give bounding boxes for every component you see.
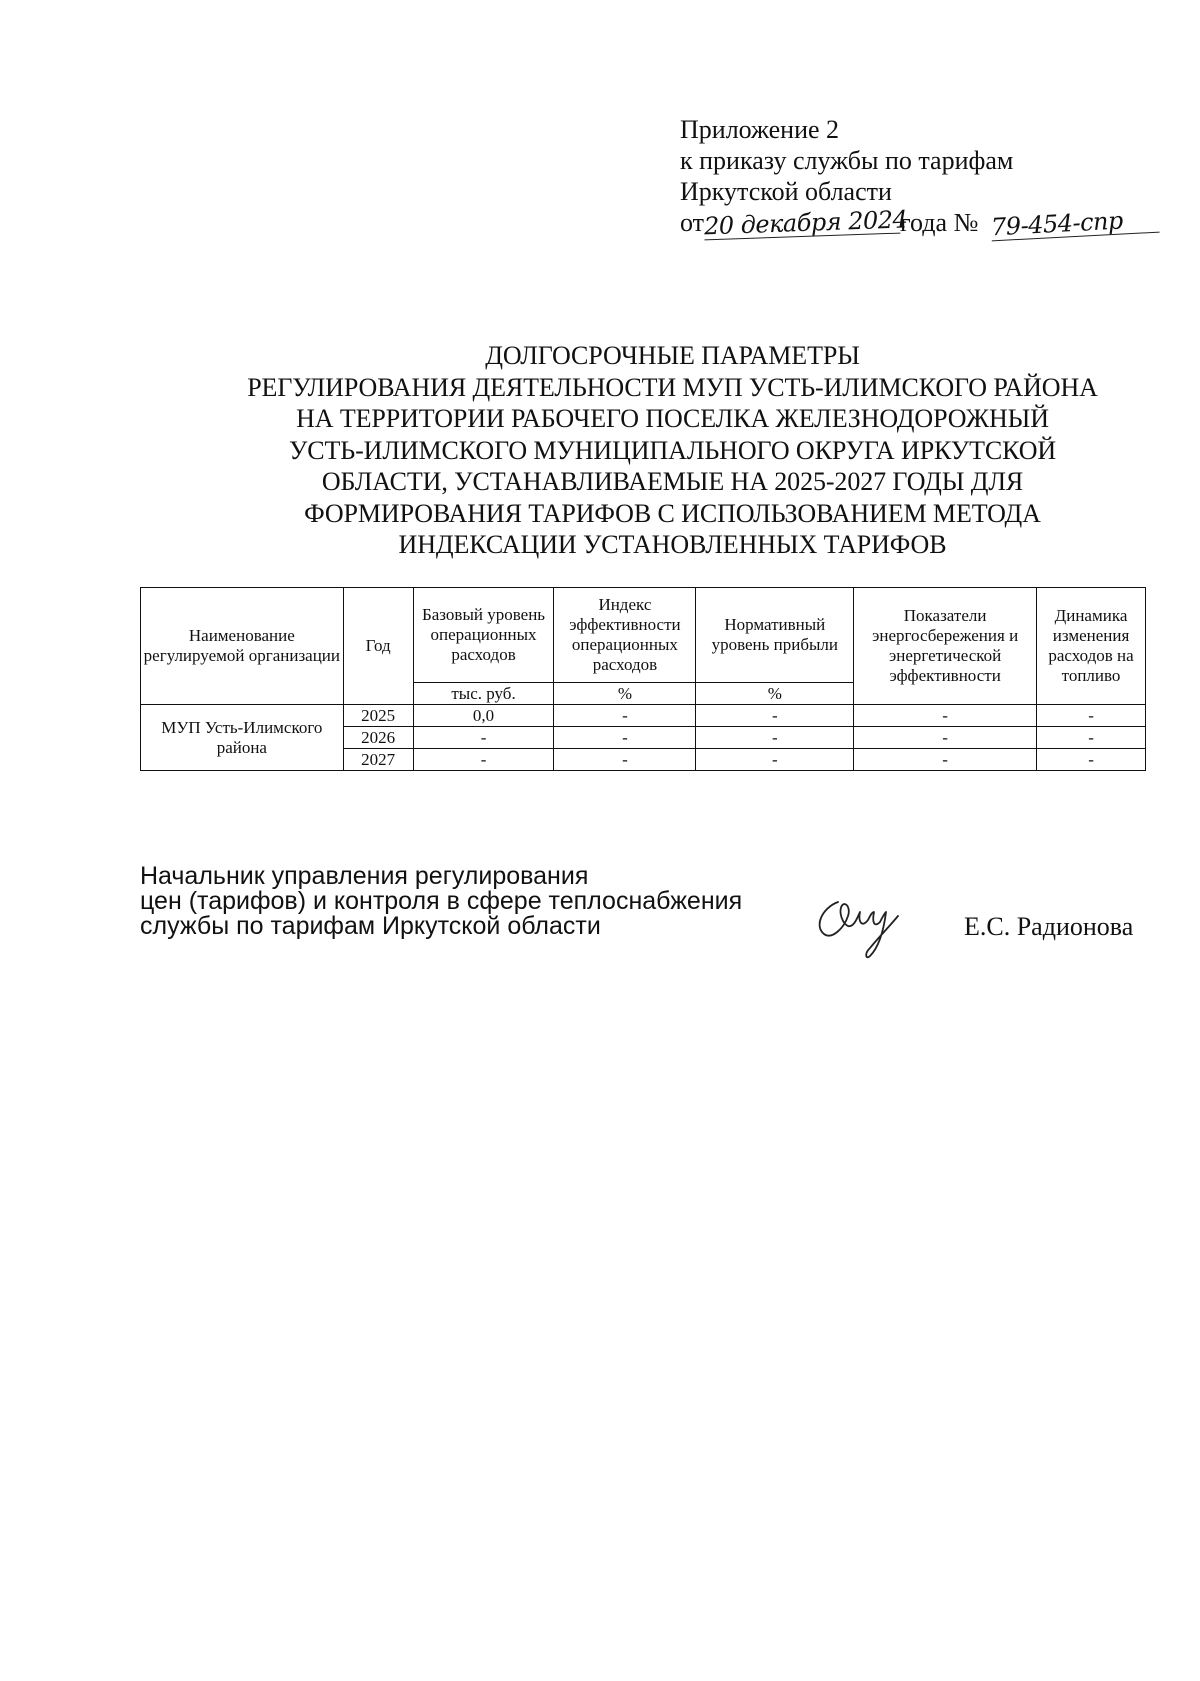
handwritten-order-number: 79-454-спр bbox=[990, 206, 1159, 242]
handwritten-date: 20 декабря 2024 bbox=[703, 205, 908, 241]
cell-base-opex: 0,0 bbox=[413, 705, 554, 727]
cell-fuel-dynamics: - bbox=[1037, 727, 1146, 749]
title-line: УСТЬ-ИЛИМСКОГО МУНИЦИПАЛЬНОГО ОКРУГА ИРКУТСКОЙ bbox=[288, 435, 1057, 465]
handwritten-signature bbox=[808, 882, 908, 962]
table-header-row bbox=[141, 588, 1146, 683]
cell-year: 2025 bbox=[343, 705, 413, 727]
appendix-header bbox=[680, 114, 1159, 242]
cell-normative-profit: - bbox=[696, 705, 854, 727]
unit-normative-profit: % bbox=[696, 683, 854, 705]
header-energy-saving: Показатели энергосбережения и энергетической эффективности bbox=[854, 588, 1037, 705]
header-org: Наименование регулируемой организации bbox=[141, 588, 344, 705]
title-line: ОБЛАСТИ, УСТАНАВЛИВАЕМЫЕ НА 2025-2027 ГОДЫ ДЛЯ bbox=[321, 467, 1024, 496]
signatory-position-line-3: службы по тарифам Иркутской области bbox=[140, 912, 601, 940]
cell-year: 2027 bbox=[343, 749, 413, 771]
appendix-line-1: Приложение 2 bbox=[680, 115, 840, 144]
cell-efficiency-index: - bbox=[554, 727, 696, 749]
signatory-position bbox=[140, 864, 742, 939]
signatory-name: Е.С. Радионова bbox=[964, 912, 1134, 941]
title-line: РЕГУЛИРОВАНИЯ ДЕЯТЕЛЬНОСТИ МУП УСТЬ-ИЛИМСКОГО РАЙОНА bbox=[247, 372, 1098, 402]
cell-normative-profit: - bbox=[696, 749, 854, 771]
cell-energy-saving: - bbox=[854, 705, 1037, 727]
parameters-table bbox=[140, 587, 1146, 771]
title-line: ИНДЕКСАЦИИ УСТАНОВЛЕННЫХ ТАРИФОВ bbox=[398, 530, 947, 559]
unit-base-opex: тыс. руб. bbox=[413, 683, 554, 705]
cell-energy-saving: - bbox=[854, 749, 1037, 771]
appendix-line-3: Иркутской области bbox=[680, 177, 892, 206]
title-line: ДОЛГОСРОЧНЫЕ ПАРАМЕТРЫ bbox=[485, 341, 860, 370]
cell-fuel-dynamics: - bbox=[1037, 705, 1146, 727]
date-suffix: года № bbox=[900, 208, 979, 237]
cell-base-opex: - bbox=[413, 749, 554, 771]
title-line: ФОРМИРОВАНИЯ ТАРИФОВ С ИСПОЛЬЗОВАНИЕМ МЕТОДА bbox=[304, 498, 1041, 528]
cell-efficiency-index: - bbox=[554, 705, 696, 727]
signatory-position-line-1: Начальник управления регулирования bbox=[140, 862, 589, 890]
cell-fuel-dynamics: - bbox=[1037, 749, 1146, 771]
cell-efficiency-index: - bbox=[554, 749, 696, 771]
header-efficiency-index: Индекс эффективности операционных расходов bbox=[554, 588, 696, 683]
cell-base-opex: - bbox=[413, 727, 554, 749]
header-fuel-dynamics: Динамика изменения расходов на топливо bbox=[1037, 588, 1146, 705]
cell-year: 2026 bbox=[343, 727, 413, 749]
cell-normative-profit: - bbox=[696, 727, 854, 749]
table-row bbox=[141, 705, 1146, 727]
unit-efficiency-index: % bbox=[554, 683, 696, 705]
title-line: НА ТЕРРИТОРИИ РАБОЧЕГО ПОСЕЛКА ЖЕЛЕЗНОДОРОЖНЫЙ bbox=[296, 404, 1049, 433]
appendix-line-2: к приказу службы по тарифам bbox=[680, 146, 1014, 175]
header-normative-profit: Нормативный уровень прибыли bbox=[696, 588, 854, 683]
date-prefix: от bbox=[680, 208, 705, 237]
organization-name: МУП Усть-Илимского района bbox=[141, 705, 344, 771]
signatory-position-line-2: цен (тарифов) и контроля в сфере теплоснабжения bbox=[140, 887, 743, 915]
header-year: Год bbox=[343, 588, 413, 705]
cell-energy-saving: - bbox=[854, 727, 1037, 749]
document-title bbox=[195, 340, 1150, 561]
header-base-opex: Базовый уровень операционных расходов bbox=[413, 588, 554, 683]
appendix-date-line bbox=[680, 205, 1159, 242]
